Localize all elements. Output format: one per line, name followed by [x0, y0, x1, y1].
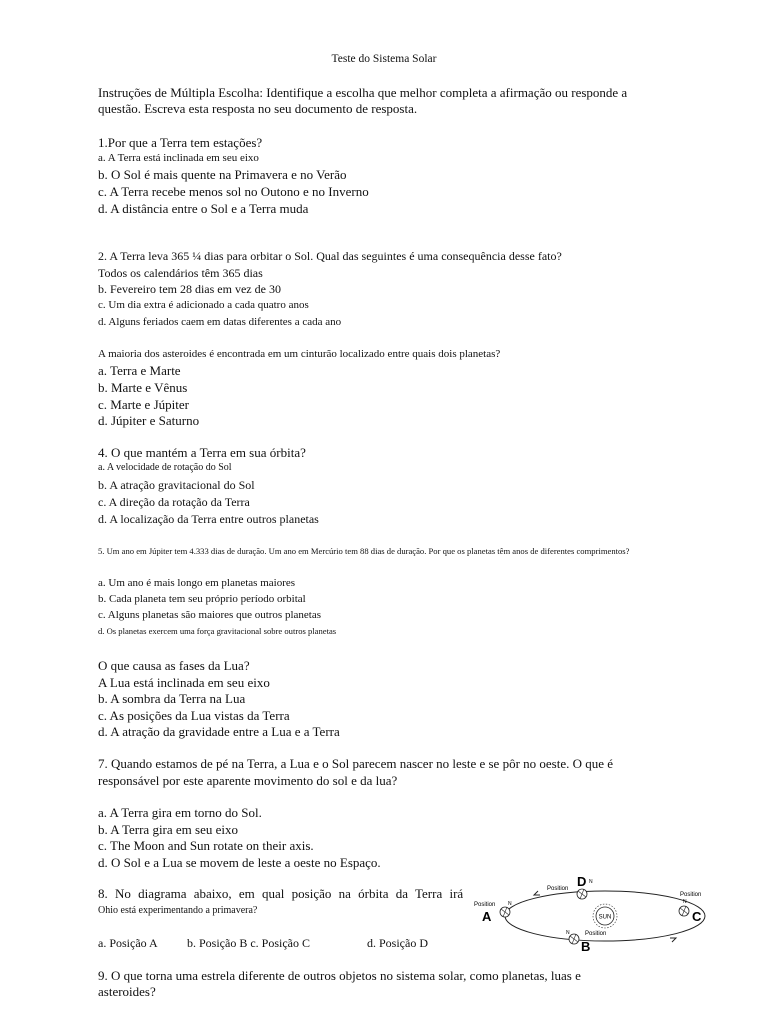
sun-icon [593, 904, 617, 928]
question-1: 1.Por que a Terra tem estações? [98, 135, 263, 150]
instructions-text: Instruções de Múltipla Escolha: Identifique a escolha que melhor completa a afirmação ou responde a questão. Escreva esta resposta no seu documento de resposta. [98, 85, 628, 116]
question-3: A maioria dos asteroides é encontrada em um cinturão localizado entre quais dois planetas? [98, 348, 501, 360]
svg-text:N: N [683, 899, 687, 905]
q6-option-a: A Lua está inclinada em seu eixo [98, 675, 270, 690]
q5-option-c: c. Alguns planetas são maiores que outros planetas [98, 609, 322, 621]
q8-option-bc: b. Posição B c. Posição C [187, 936, 310, 950]
svg-text:Position: Position [680, 892, 702, 898]
q4-option-a: a. A velocidade de rotação do Sol [98, 462, 232, 473]
question-4: 4. O que mantém a Terra em sua órbita? [98, 445, 306, 460]
q8-option-d: d. Posição D [367, 936, 428, 950]
q2-option-c: c. Um dia extra é adicionado a cada quatro anos [98, 299, 309, 311]
svg-text:C: C [692, 909, 702, 924]
question-9: 9. O que torna uma estrela diferente de outros objetos no sistema solar, como planetas, luas e asteroides? [98, 968, 581, 999]
q4-option-c: c. A direção da rotação da Terra [98, 495, 250, 509]
svg-text:B: B [581, 939, 591, 952]
question-8-line1: 8. No diagrama abaixo, em qual posição na órbita da Terra irá [98, 886, 464, 901]
q1-option-d: d. A distância entre o Sol e a Terra muda [98, 201, 309, 216]
q8-option-a: a. Posição A [98, 936, 158, 950]
q7-option-b: b. A Terra gira em seu eixo [98, 822, 239, 837]
earth-orbit-diagram [470, 872, 720, 952]
q6-option-d: d. A atração da gravidade entre a Lua e a Terra [98, 724, 340, 739]
orbit-arrow-bottom [670, 938, 676, 942]
q7-option-a: a. A Terra gira em torno do Sol. [98, 805, 262, 820]
q2-option-b: b. Fevereiro tem 28 dias em vez de 30 [98, 282, 281, 296]
svg-text:N: N [508, 901, 512, 907]
orbit-arrow-top [534, 891, 540, 895]
question-6: O que causa as fases da Lua? [98, 658, 250, 673]
q2-option-d: d. Alguns feriados caem em datas diferentes a cada ano [98, 316, 342, 328]
q4-option-b: b. A atração gravitacional do Sol [98, 478, 255, 492]
question-5: 5. Um ano em Júpiter tem 4.333 dias de duração. Um ano em Mercúrio tem 88 dias de duração. Por que os planetas têm anos de diferentes comprimentos? [98, 546, 630, 556]
q3-option-a: a. Terra e Marte [98, 363, 181, 378]
q7-option-c: c. The Moon and Sun rotate on their axis. [98, 838, 314, 853]
q5-option-d: d. Os planetas exercem uma força gravitacional sobre outros planetas [98, 626, 337, 636]
earth-position-c [679, 892, 702, 924]
q3-option-b: b. Marte e Vênus [98, 380, 188, 395]
svg-text:D: D [577, 874, 587, 889]
svg-text:Position: Position [547, 886, 569, 892]
earth-position-d [547, 874, 593, 899]
q3-option-d: d. Júpiter e Saturno [98, 413, 200, 428]
q3-option-c: c. Marte e Júpiter [98, 397, 189, 412]
q6-option-b: b. A sombra da Terra na Lua [98, 691, 246, 706]
q4-option-d: d. A localização da Terra entre outros planetas [98, 512, 319, 526]
svg-text:A: A [482, 909, 492, 924]
svg-text:N: N [566, 930, 570, 936]
svg-text:Position: Position [585, 931, 607, 937]
q1-option-b: b. O Sol é mais quente na Primavera e no Verão [98, 167, 347, 182]
q6-option-c: c. As posições da Lua vistas da Terra [98, 708, 290, 723]
question-7: 7. Quando estamos de pé na Terra, a Lua e o Sol parecem nascer no leste e se pôr no oeste. O que é responsável por este aparente movimento do sol e da lua? [98, 756, 614, 788]
svg-text:N: N [589, 879, 593, 885]
q1-option-a: a. A Terra está inclinada em seu eixo [98, 152, 259, 164]
q5-option-a: a. Um ano é mais longo em planetas maiores [98, 577, 296, 589]
svg-text:Position: Position [474, 902, 496, 908]
question-2: 2. A Terra leva 365 ¼ dias para orbitar o Sol. Qual das seguintes é uma consequência desse fato? [98, 249, 562, 263]
q2-option-a: Todos os calendários têm 365 dias [98, 266, 263, 280]
question-8-line2: Ohio está experimentando a primavera? [98, 905, 258, 916]
svg-text:SUN: SUN [598, 914, 612, 921]
q5-option-b: b. Cada planeta tem seu próprio período orbital [98, 593, 306, 605]
q1-option-c: c. A Terra recebe menos sol no Outono e no Inverno [98, 184, 369, 199]
q7-option-d: d. O Sol e a Lua se movem de leste a oeste no Espaço. [98, 855, 381, 870]
document-title: Teste do Sistema Solar [331, 53, 437, 65]
